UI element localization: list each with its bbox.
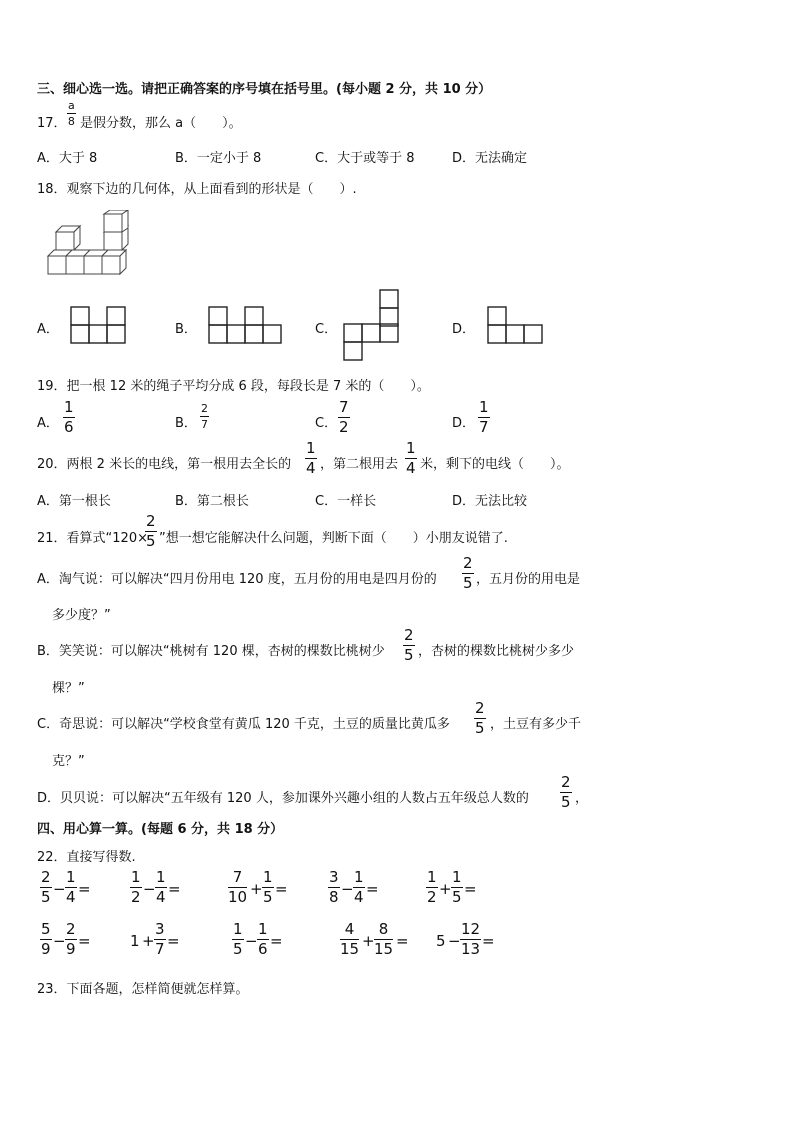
q18-option-a-label[interactable]: A．	[37, 322, 59, 337]
fraction-numerator: 1	[131, 868, 141, 886]
calc-operand-b	[257, 922, 269, 957]
fraction-numerator: 12	[461, 920, 481, 938]
calc-operand-b	[460, 922, 481, 957]
fraction-numerator: 1	[258, 920, 268, 938]
fraction-denominator: 5	[452, 888, 462, 906]
q20-option-b[interactable]: B．第二根长	[175, 494, 249, 509]
calc-whole-number: 5	[436, 932, 446, 950]
q21-option-c-line1-end[interactable]: ，土豆有多少千	[490, 717, 582, 732]
calc-equals: =	[366, 880, 379, 898]
fraction-numerator: 1	[263, 868, 273, 886]
q21-option-d-line1[interactable]: D．贝贝说：可以解决“五年级有 120 人，参加课外兴趣小组的人数占五年级总人数的	[37, 791, 529, 806]
q21-option-b-line1[interactable]: B．笑笑说：可以解决“桃树有 120 棵，杏树的棵数比桃树少	[37, 644, 385, 659]
q19-option-d-fraction[interactable]	[478, 400, 490, 435]
calc-operand-b	[353, 870, 365, 905]
fraction-denominator: 4	[354, 888, 364, 906]
calc-equals: =	[464, 880, 477, 898]
calc-operator: −	[53, 932, 66, 950]
calc-operand-b	[65, 870, 77, 905]
fraction-numerator: 2	[561, 773, 571, 791]
q21-option-d-line1-end[interactable]: ，	[575, 791, 589, 806]
fraction-numerator: 1	[306, 439, 316, 457]
fraction-denominator: 5	[404, 646, 414, 664]
q18-option-c-label[interactable]: C．	[315, 322, 338, 337]
calc-operand-b	[262, 870, 274, 905]
fraction-denominator: 5	[233, 940, 243, 958]
calc-operand-a	[40, 922, 52, 957]
calc-operator: +	[362, 932, 375, 950]
q21-option-c-line2[interactable]: 克？”	[52, 754, 85, 769]
q21-option-b-line2[interactable]: 棵？”	[52, 681, 85, 696]
q18-option-a-shape[interactable]	[70, 306, 126, 344]
q18-option-d-shape[interactable]	[487, 306, 543, 344]
calc-operand-b	[154, 922, 166, 957]
q22-text: 22．直接写得数.	[37, 850, 136, 865]
calc-operand-a	[228, 870, 247, 905]
q17-option-d[interactable]: D．无法确定	[452, 151, 528, 166]
calc-operand-a	[328, 870, 340, 905]
fraction-numerator: 7	[339, 398, 349, 416]
fraction-numerator: 1	[479, 398, 489, 416]
q18-option-c-shape[interactable]	[343, 289, 399, 361]
fraction-numerator: 1	[452, 868, 462, 886]
calc-equals: =	[396, 932, 409, 950]
fraction-denominator: 5	[475, 719, 485, 737]
fraction-numerator: 2	[41, 868, 51, 886]
fraction-numerator: 2	[475, 699, 485, 717]
q18-cube-figure	[44, 210, 134, 278]
section-3-header: 三、细心选一选。请把正确答案的序号填在括号里。(每小题 2 分，共 10 分）	[37, 82, 492, 97]
q20-option-a[interactable]: A．第一根长	[37, 494, 111, 509]
fraction-denominator: 7	[201, 418, 208, 431]
fraction-numerator: 2	[146, 512, 156, 530]
q21-option-c-fraction	[474, 701, 486, 736]
fraction-numerator: 2	[404, 626, 414, 644]
calc-equals: =	[78, 880, 91, 898]
fraction-denominator: 9	[41, 940, 51, 958]
fraction-denominator: 13	[461, 940, 481, 958]
q21-option-a-fraction	[462, 556, 474, 591]
q23-text: 23．下面各题，怎样简便就怎样算。	[37, 982, 249, 997]
calc-operator: −	[143, 880, 156, 898]
fraction-numerator: 8	[374, 922, 393, 940]
fraction-numerator: 1	[156, 868, 166, 886]
q20-text-part1: 20．两根 2 米长的电线，第一根用去全长的	[37, 457, 292, 472]
q19-option-a-fraction[interactable]	[63, 400, 75, 435]
q21-fraction	[145, 514, 157, 549]
fraction-denominator: 2	[427, 888, 437, 906]
fraction-denominator: 5	[41, 888, 51, 906]
calc-equals: =	[167, 932, 180, 950]
fraction-denominator: 7	[479, 418, 489, 436]
q20-option-d[interactable]: D．无法比较	[452, 494, 528, 509]
fraction-denominator: 4	[156, 888, 166, 906]
calc-equals: =	[168, 880, 181, 898]
fraction-numerator: 2	[463, 554, 473, 572]
q18-text: 18．观察下边的几何体，从上面看到的形状是（ ）.	[37, 182, 357, 197]
fraction-numerator: 1	[354, 868, 364, 886]
fraction-denominator: 5	[561, 793, 571, 811]
fraction-denominator: 8	[329, 888, 339, 906]
calc-operand-a	[40, 870, 52, 905]
q20-fraction-2	[405, 441, 417, 476]
calc-operand-b	[155, 870, 167, 905]
fraction-denominator: 7	[155, 940, 165, 958]
calc-equals: =	[78, 932, 91, 950]
fraction-numerator: 3	[329, 868, 339, 886]
section-4-header: 四、用心算一算。(每题 6 分，共 18 分）	[37, 822, 284, 837]
q18-option-d-label[interactable]: D．	[452, 322, 476, 337]
q18-option-b-shape[interactable]	[208, 306, 282, 344]
calc-operator: −	[448, 932, 461, 950]
fraction-denominator: 6	[64, 418, 74, 436]
fraction-numerator: a	[68, 99, 75, 112]
q21-option-a-line1[interactable]: A．淘气说：可以解决“四月份用电 120 度，五月份的用电是四月份的	[37, 572, 437, 587]
fraction-denominator: 10	[228, 888, 248, 906]
q21-option-b-line1-end[interactable]: ，杏树的棵数比桃树少多少	[418, 644, 575, 659]
fraction-numerator: 3	[155, 920, 165, 938]
q19-option-d-label[interactable]: D．	[452, 416, 476, 431]
fraction-denominator: 8	[67, 115, 75, 128]
q21-text-part1: 21．看算式“120×	[37, 531, 148, 546]
fraction-denominator: 15	[340, 940, 360, 958]
q20-text-part3: 米，剩下的电线（ ）。	[420, 457, 570, 472]
fraction-denominator: 9	[66, 940, 76, 958]
fraction-numerator: 1	[66, 868, 76, 886]
q17-fraction	[67, 100, 76, 127]
calc-equals: =	[275, 880, 288, 898]
q21-option-b-fraction	[403, 628, 415, 663]
fraction-numerator: 1	[233, 920, 243, 938]
fraction-denominator: 2	[339, 418, 349, 436]
calc-operand-a	[426, 870, 438, 905]
fraction-numerator: 1	[406, 439, 416, 457]
q17-number: 17．	[37, 116, 67, 131]
calc-operand-b	[451, 870, 463, 905]
calc-operand-b	[374, 922, 393, 957]
calc-operand-a	[130, 870, 142, 905]
fraction-denominator: 4	[306, 459, 316, 477]
fraction-denominator: 4	[406, 459, 416, 477]
calc-operator: +	[439, 880, 452, 898]
fraction-numerator: 4	[340, 922, 359, 940]
fraction-denominator: 5	[463, 574, 473, 592]
calc-operator: −	[341, 880, 354, 898]
q20-text-part2: ，第二根用去	[320, 457, 399, 472]
calc-operator: +	[142, 932, 155, 950]
fraction-denominator: 6	[258, 940, 268, 958]
calc-operator: −	[53, 880, 66, 898]
q17-text: 是假分数，那么 a（ ）。	[80, 116, 242, 131]
calc-operator: +	[250, 880, 263, 898]
fraction-denominator: 5	[146, 532, 156, 550]
fraction-numerator: 1	[64, 398, 74, 416]
q17-option-a[interactable]: A．大于 8	[37, 151, 98, 166]
fraction-denominator: 15	[374, 940, 394, 958]
q20-option-c[interactable]: C．一样长	[315, 494, 377, 509]
calc-operand-a	[232, 922, 244, 957]
q17-option-c[interactable]: C．大于或等于 8	[315, 151, 415, 166]
calc-equals: =	[270, 932, 283, 950]
q17-option-b[interactable]: B．一定小于 8	[175, 151, 262, 166]
q19-option-c-fraction[interactable]	[338, 400, 350, 435]
q19-option-a-label[interactable]: A．	[37, 416, 59, 431]
q19-option-b-label[interactable]: B．	[175, 416, 197, 431]
q18-option-b-label[interactable]: B．	[175, 322, 197, 337]
q19-option-b-fraction[interactable]	[200, 403, 209, 430]
q21-option-c-line1[interactable]: C．奇思说：可以解决“学校食堂有黄瓜 120 千克，土豆的质量比黄瓜多	[37, 717, 450, 732]
q21-option-a-line2[interactable]: 多少度？”	[52, 608, 111, 623]
calc-equals: =	[482, 932, 495, 950]
q19-option-c-label[interactable]: C．	[315, 416, 338, 431]
fraction-denominator: 5	[263, 888, 273, 906]
fraction-numerator: 2	[66, 920, 76, 938]
q21-option-d-fraction	[560, 775, 572, 810]
q21-option-a-line1-end[interactable]: ，五月份的用电是	[476, 572, 581, 587]
fraction-numerator: 7	[228, 870, 247, 888]
calc-operand-b	[65, 922, 77, 957]
fraction-numerator: 5	[41, 920, 51, 938]
q19-text: 19．把一根 12 米的绳子平均分成 6 段，每段长是 7 米的（ ）。	[37, 379, 430, 394]
calc-operand-a	[340, 922, 359, 957]
fraction-denominator: 2	[131, 888, 141, 906]
q21-text-part2: ”想一想它能解决什么问题，判断下面（ ）小朋友说错了.	[159, 531, 508, 546]
calc-operator: −	[245, 932, 258, 950]
q20-fraction-1	[305, 441, 317, 476]
fraction-numerator: 1	[427, 868, 437, 886]
calc-whole-number: 1	[130, 932, 140, 950]
fraction-denominator: 4	[66, 888, 76, 906]
fraction-numerator: 2	[201, 402, 208, 415]
